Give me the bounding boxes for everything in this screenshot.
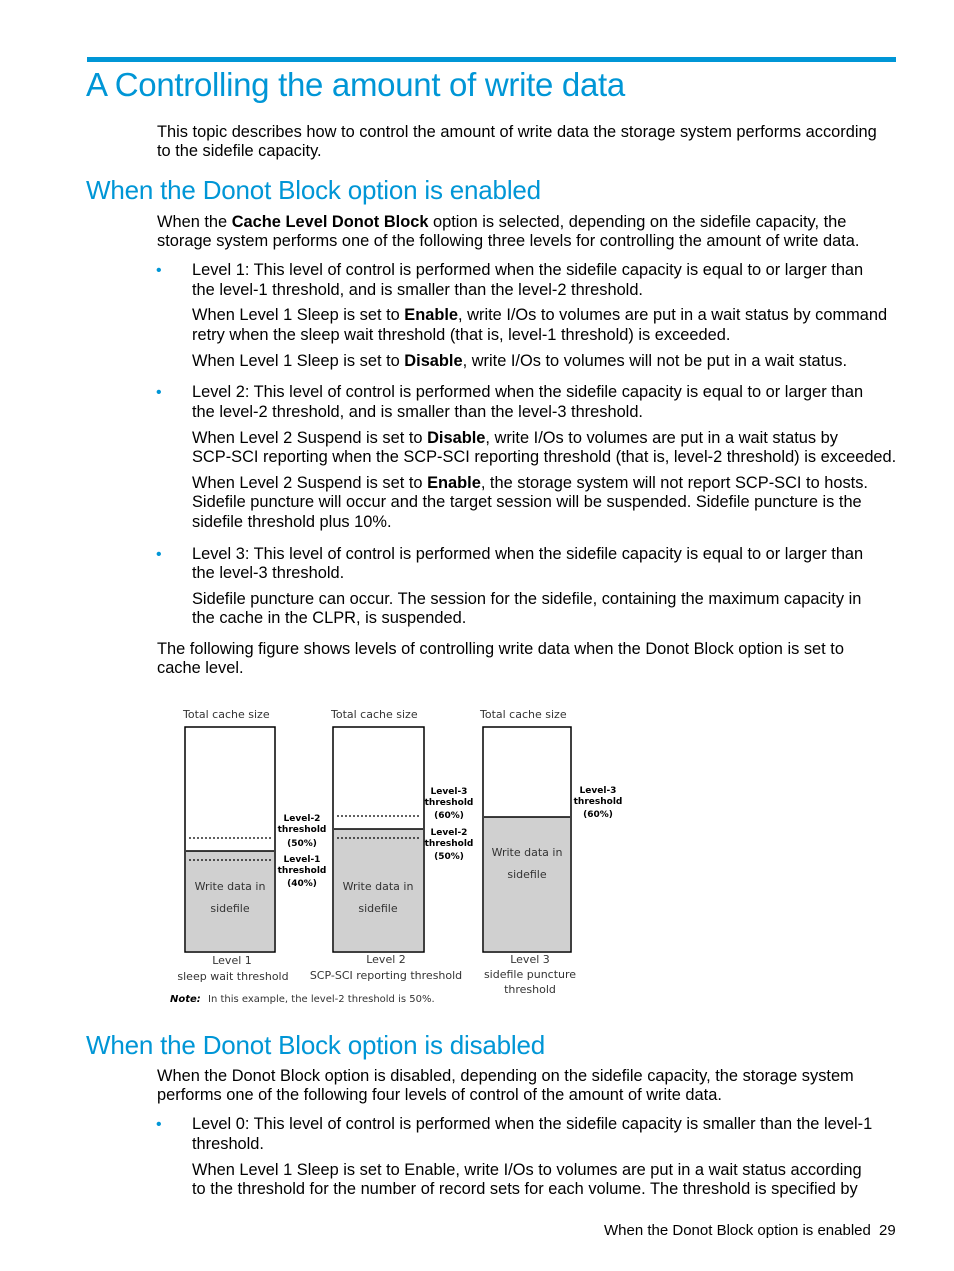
intro-line-1: This topic describes how to control the amount of write data the storage system performs according [157, 123, 877, 141]
footer-section-title: When the Donot Block option is enabled [604, 1222, 871, 1239]
col1-sidefile-fill [186, 851, 274, 951]
col2-write-label-2: sidefile [358, 902, 398, 915]
level2-para2-line-2: SCP-SCI reporting when the SCP-SCI reporting threshold (that is, level-2 threshold) is exceeded. [192, 448, 897, 466]
bullet-icon: • [156, 546, 162, 563]
footer-page-number: 29 [879, 1222, 896, 1239]
col1-marker-a-3: (50%) [287, 839, 317, 849]
level1-line-2: the level-1 threshold, and is smaller than the level-2 threshold. [192, 281, 643, 299]
col3-top-label: Total cache size [480, 708, 567, 721]
col1-bottom-1: Level 1 [212, 954, 252, 967]
top-rule [87, 57, 896, 62]
disabled-intro-line-2: performs one of the following four levels of control of the amount of write data. [157, 1086, 722, 1104]
disabled-intro-line-1: When the Donot Block option is disabled, depending on the sidefile capacity, the storage system [157, 1067, 854, 1085]
level3-para2-line-1: Sidefile puncture can occur. The session for the sidefile, containing the maximum capacity in [192, 590, 862, 608]
col3-marker-a-1: Level-3 [579, 786, 617, 796]
level3-line-2: the level-3 threshold. [192, 564, 345, 582]
col2-marker-b-2: threshold [424, 839, 474, 849]
col3-bottom-3: threshold [504, 983, 556, 996]
level2-para3-line-1: When Level 2 Suspend is set to Enable, the storage system will not report SCP-SCI to hosts. [192, 474, 868, 492]
col1-top-label: Total cache size [183, 708, 270, 721]
level2-para2-line-1: When Level 2 Suspend is set to Disable, write I/Os to volumes are put in a wait status by [192, 429, 838, 447]
level0-para2-line-2: to the threshold for the number of record sets for each volume. The threshold is specified by [192, 1180, 858, 1198]
page-title: A Controlling the amount of write data [86, 66, 625, 103]
col2-write-label-1: Write data in [342, 880, 414, 893]
heading-enabled: When the Donot Block option is enabled [86, 175, 541, 205]
bullet-icon: • [156, 384, 162, 401]
figure-intro-line-1: The following figure shows levels of controlling write data when the Donot Block option is set to [157, 640, 844, 658]
col2-bottom-1: Level 2 [366, 953, 406, 966]
level0-line-2: threshold. [192, 1135, 264, 1153]
level3-line-1: Level 3: This level of control is performed when the sidefile capacity is equal to or larger than [192, 545, 864, 563]
figure-note-label: Note: [170, 994, 201, 1005]
col3-sidefile-fill [484, 817, 570, 951]
level1-para2-line-1: When Level 1 Sleep is set to Enable, write I/Os to volumes are put in a wait status by command [192, 306, 888, 324]
level2-line-2: the level-2 threshold, and is smaller than the level-3 threshold. [192, 403, 643, 421]
bullet-icon: • [156, 1116, 162, 1133]
intro-line-2: to the sidefile capacity. [157, 142, 322, 160]
level1-para2-line-2: retry when the sleep wait threshold (that is, level-1 threshold) is exceeded. [192, 326, 731, 344]
level3-para2-line-2: the cache in the CLPR, is suspended. [192, 609, 467, 627]
col3-bottom-1: Level 3 [510, 953, 550, 966]
col1-bottom-2: sleep wait threshold [177, 970, 289, 983]
enabled-intro-line-1: When the Cache Level Donot Block option is selected, depending on the sidefile capacity, the [157, 213, 847, 231]
col1-write-label-2: sidefile [210, 902, 250, 915]
col3-bottom-2: sidefile puncture [483, 968, 577, 981]
col1-write-label-1: Write data in [194, 880, 266, 893]
col2-marker-a-3: (60%) [434, 811, 464, 821]
col2-marker-b-3: (50%) [434, 852, 464, 862]
level1-line-1: Level 1: This level of control is performed when the sidefile capacity is equal to or larger than [192, 261, 864, 279]
level0-line-1: Level 0: This level of control is performed when the sidefile capacity is smaller than the level-1 [192, 1115, 873, 1133]
level1-para3-line-1: When Level 1 Sleep is set to Disable, write I/Os to volumes will not be put in a wait status. [192, 352, 848, 370]
col1-marker-b-3: (40%) [287, 879, 317, 889]
col3-write-label-2: sidefile [507, 868, 547, 881]
col2-marker-b-1: Level-2 [430, 828, 468, 838]
col2-bottom-2: SCP-SCI reporting threshold [309, 969, 463, 982]
level2-para3-line-2: Sidefile puncture will occur and the target session will be suspended. Sidefile puncture is the [192, 493, 862, 511]
col1-marker-b-2: threshold [277, 866, 327, 876]
figure-intro-line-2: cache level. [157, 659, 244, 677]
enabled-intro-line-2: storage system performs one of the following three levels for controlling the amount of write data. [157, 232, 860, 250]
col2-marker-a-2: threshold [424, 798, 474, 808]
heading-disabled: When the Donot Block option is disabled [86, 1030, 546, 1060]
col1-marker-b-1: Level-1 [283, 855, 321, 865]
col2-top-label: Total cache size [331, 708, 418, 721]
figure-note-text: In this example, the level-2 threshold is 50%. [208, 994, 435, 1005]
level0-para2-line-1: When Level 1 Sleep is set to Enable, write I/Os to volumes are put in a wait status according [192, 1161, 862, 1179]
col3-marker-a-2: threshold [573, 797, 623, 807]
col3-write-label-1: Write data in [491, 846, 563, 859]
level2-line-1: Level 2: This level of control is performed when the sidefile capacity is equal to or larger than [192, 383, 864, 401]
col2-marker-a-1: Level-3 [430, 787, 468, 797]
level2-para3-line-3: sidefile threshold plus 10%. [192, 513, 392, 531]
write-data-control-figure [165, 700, 635, 1012]
bullet-icon: • [156, 262, 162, 279]
col1-marker-a-1: Level-2 [283, 814, 321, 824]
col1-marker-a-2: threshold [277, 825, 327, 835]
col3-marker-a-3: (60%) [583, 810, 613, 820]
